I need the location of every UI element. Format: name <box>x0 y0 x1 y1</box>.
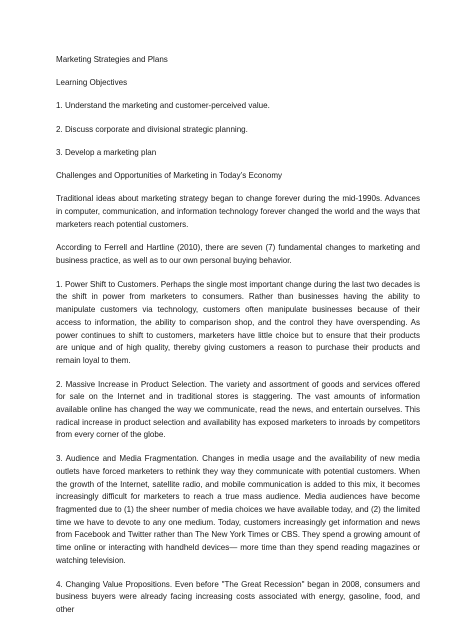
paragraph-value-propositions: 4. Changing Value Propositions. Even before "The Great Recession" began in 2008, consumers and business buyers were already facing increasing costs associated with energy, gasoline, food, and other <box>56 579 420 614</box>
document-body <box>56 54 420 628</box>
objective-item: 3. Develop a marketing plan <box>56 147 157 157</box>
paragraph-media-fragmentation: 3. Audience and Media Fragmentation. Changes in media usage and the availability of new media outlets have forced marketers to rethink they way they communicate with potential customers. When the growth of the Internet, satellite radio, and mobile communication is added to this mix, it becomes increasingly difficult for marketers to reach a true mass audience. Media audiences have become fragmented due to (1) the sheer number of media choices we have available today, and (2) the limited time we have to devote to any one medium. Today, customers increasingly get information and news from Facebook and Twitter rather than The New York Times or CBS. They spend a growing amount of time online or interacting with handheld devices— more time than they spend reading magazines or watching television. <box>56 454 420 565</box>
paragraph-ferrell-hartline: According to Ferrell and Hartline (2010), there are seven (7) fundamental changes to marketing and business practice, as well as to our own personal buying behavior. <box>56 243 420 266</box>
paragraph-product-selection: 2. Massive Increase in Product Selection. The variety and assortment of goods and services offered for sale on the Internet and in traditional stores is staggering. The vast amounts of information available online has changed the way we communicate, read the news, and entertain ourselves. This radical increase in product selection and availability has exposed marketers to inroads by competitors from every corner of the globe. <box>56 379 420 440</box>
paragraph-power-shift: 1. Power Shift to Customers. Perhaps the single most important change during the last two decades is the shift in power from marketers to consumers. Rather than businesses having the ability to manipulate customers via technology, customers often manipulate businesses because of their access to information, the ability to comparison shop, and the control they have overspending. As power continues to shift to customers, marketers have little choice but to ensure that their products are unique and of high quality, thereby giving customers a reason to purchase their products and remain loyal to them. <box>56 279 420 365</box>
learning-objectives-heading: Learning Objectives <box>56 78 128 88</box>
section-heading: Challenges and Opportunities of Marketing in Today’s Economy <box>56 171 283 181</box>
objective-item: 2. Discuss corporate and divisional strategic planning. <box>56 124 248 134</box>
objective-item: 1. Understand the marketing and customer-perceived value. <box>56 101 270 111</box>
paragraph-intro: Traditional ideas about marketing strategy began to change forever during the mid-1990s. Advances in computer, communication, and information technology forever changed the world and the ways that marketers reach potential customers. <box>56 194 420 229</box>
document-title: Marketing Strategies and Plans <box>56 55 168 64</box>
